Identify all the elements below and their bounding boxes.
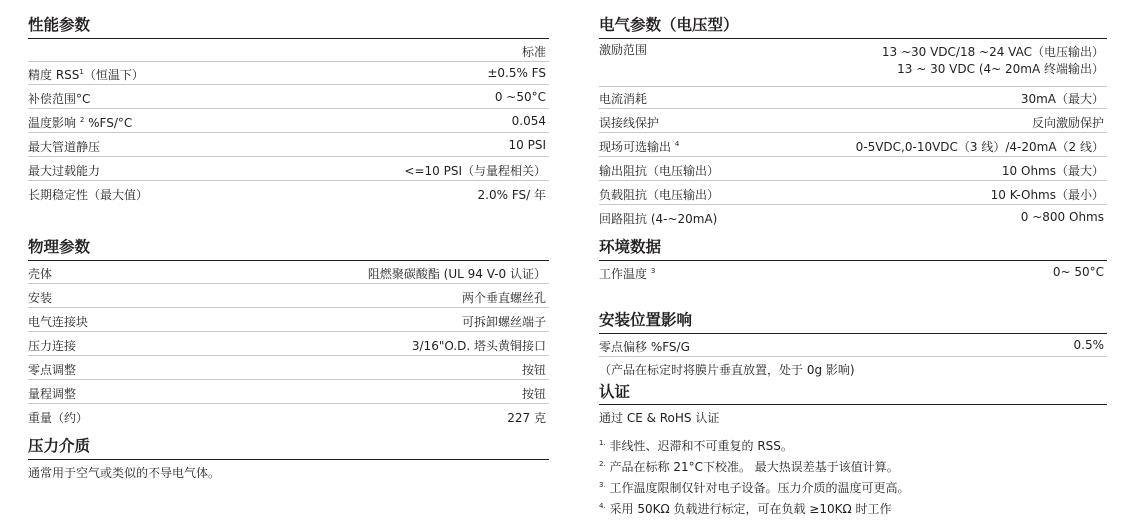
- row-label: 输出阻抗（电压输出）: [599, 164, 720, 178]
- row-label: 工作温度 $^3$: [599, 267, 656, 281]
- table-row: [599, 334, 1107, 357]
- table-row: [599, 86, 1107, 109]
- mounting-note: （产品在标定时将膜片垂直放置，处于 0g 影响): [599, 363, 855, 377]
- row-value: 两个垂直螺丝孔: [461, 291, 546, 305]
- environment-title: 环境数据: [599, 238, 662, 256]
- table-row: [28, 261, 549, 284]
- table-row: [28, 381, 549, 404]
- row-label: 最大管道静压: [28, 140, 101, 154]
- row-label: 温度影响 $^2$ %FS/°C: [28, 116, 133, 130]
- mounting-title: 安装位置影响: [599, 311, 693, 329]
- row-value: 0.054: [511, 114, 546, 128]
- row-label: 电流消耗: [599, 92, 648, 106]
- row-value: 10 K-Ohms（最小）: [990, 188, 1104, 202]
- standard-label: 标准: [521, 45, 546, 59]
- row-value: 30mA（最大）: [1020, 92, 1104, 106]
- row-value: 0-5VDC,0-10VDC（3 线）/4-20mA（2 线）: [855, 140, 1104, 154]
- row-label: 壳体: [28, 267, 53, 281]
- footnote-2: $^{2.}$ 产品在标称 21°C下校准。 最大热误差基于该值计算。: [599, 460, 899, 474]
- row-value: <=10 PSI（与量程相关）: [404, 164, 546, 178]
- row-value: 可拆卸螺丝端子: [461, 315, 546, 329]
- electrical-title: 电气参数（电压型）: [599, 16, 739, 34]
- table-row: [599, 134, 1107, 157]
- table-row: [599, 39, 1107, 87]
- row-value: 按钮: [521, 387, 546, 401]
- table-row: [28, 62, 549, 85]
- section-rule: [28, 459, 549, 460]
- physical-title: 物理参数: [28, 238, 91, 256]
- medium-text: 通常用于空气或类似的不导电气体。: [28, 466, 221, 480]
- table-row: [28, 405, 549, 428]
- performance-title: 性能参数: [28, 16, 91, 34]
- row-value: 0 ~800 Ohms: [1020, 210, 1104, 224]
- row-value: 3/16"O.D. 塔头黄铜接口: [411, 339, 546, 353]
- table-row: [28, 182, 549, 205]
- table-row: [28, 86, 549, 109]
- certification-title: 认证: [599, 383, 631, 401]
- row-label: 激励范围: [599, 43, 648, 57]
- row-value: 0 ~50°C: [494, 90, 546, 104]
- row-label: 压力连接: [28, 339, 77, 353]
- table-row: [28, 285, 549, 308]
- table-row: [599, 110, 1107, 133]
- row-label: 最大过载能力: [28, 164, 101, 178]
- row-value: 13 ~30 VDC/18 ~24 VAC（电压输出） 13 ~ 30 VDC (4~ 20mA 终端输出）: [881, 45, 1104, 76]
- medium-title: 压力介质: [28, 437, 91, 455]
- table-row: [599, 182, 1107, 205]
- row-value: 0~ 50°C: [1052, 265, 1104, 279]
- table-row: [28, 333, 549, 356]
- row-value: 反向激励保护: [1031, 116, 1104, 130]
- section-rule: [599, 404, 1107, 405]
- row-label: 现场可选输出 $^4$: [599, 140, 680, 154]
- table-row: [28, 134, 549, 157]
- row-value: 0.5%: [1073, 338, 1104, 352]
- row-value: 2.0% FS/ 年: [477, 188, 546, 202]
- row-label: 电气连接块: [28, 315, 89, 329]
- row-label: 安装: [28, 291, 53, 305]
- table-row: [599, 206, 1107, 229]
- table-row: [28, 357, 549, 380]
- row-label: 零点偏移 %FS/G: [599, 340, 690, 354]
- row-label: 零点调整: [28, 363, 77, 377]
- row-label: 负载阻抗（电压输出）: [599, 188, 720, 202]
- row-label: 长期稳定性（最大值）: [28, 188, 149, 202]
- table-row: [28, 39, 549, 62]
- table-row: [28, 158, 549, 181]
- footnote-3: $^{3.}$ 工作温度限制仅针对电子设备。压力介质的温度可更高。: [599, 481, 910, 495]
- row-value: 10 Ohms（最大）: [1001, 164, 1104, 178]
- row-label: 精度 RSS$^1$（恒温下）: [28, 68, 144, 82]
- row-value: 227 克: [507, 411, 546, 425]
- table-row: [28, 110, 549, 133]
- row-label: 回路阻抗 (4-~20mA): [599, 212, 718, 226]
- row-value: 阻燃聚碳酸酯 (UL 94 V-0 认证）: [367, 267, 546, 281]
- row-label: 误接线保护: [599, 116, 660, 130]
- table-row: [599, 261, 1107, 284]
- row-label: 补偿范围°C: [28, 92, 91, 106]
- row-value: 10 PSI: [508, 138, 546, 152]
- row-label: 重量（约）: [28, 411, 89, 425]
- footnote-4: $^{4.}$ 采用 50KΩ 负载进行标定，可在负载 ≥10KΩ 时工作: [599, 502, 892, 516]
- row-value: ±0.5% FS: [487, 66, 546, 80]
- table-row: [599, 158, 1107, 181]
- table-row: [28, 309, 549, 332]
- row-label: 量程调整: [28, 387, 77, 401]
- row-value: 按钮: [521, 363, 546, 377]
- footnote-1: $^{1.}$ 非线性、迟滞和不可重复的 RSS。: [599, 439, 793, 453]
- certification-text: 通过 CE & RoHS 认证: [599, 411, 720, 425]
